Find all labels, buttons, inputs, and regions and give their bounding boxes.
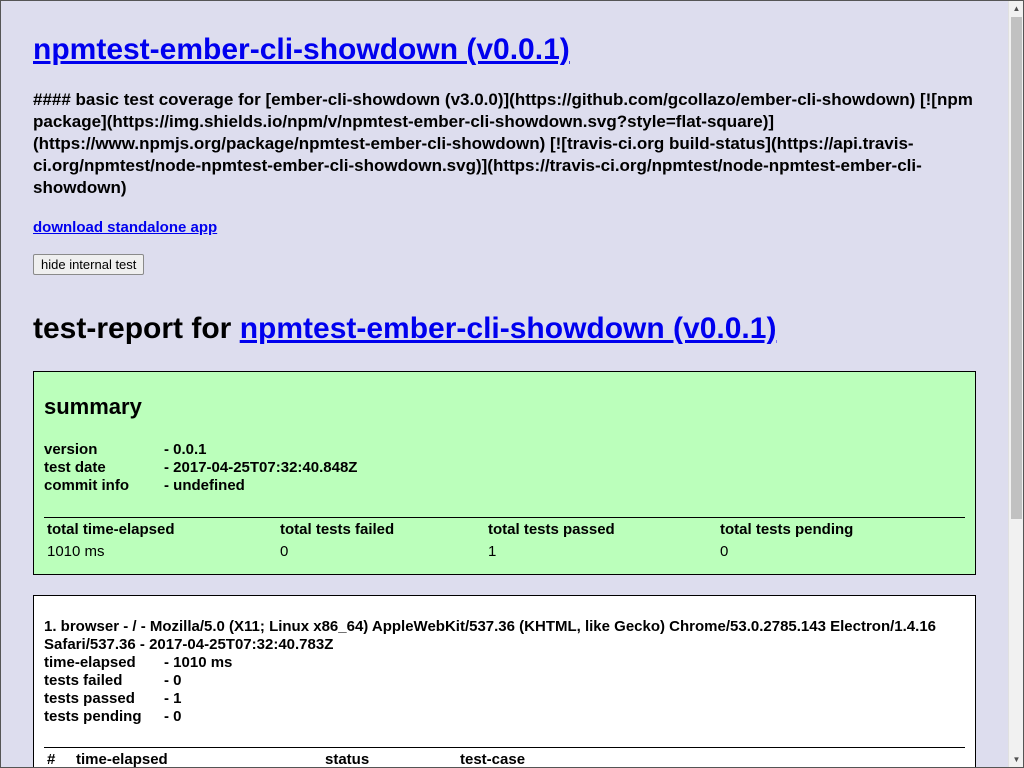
totals-value: 1010 ms: [47, 543, 105, 560]
page-title: [33, 33, 570, 67]
test-case-table: [44, 747, 965, 768]
package-description: #### basic test coverage for [ember-cli-showdown (v3.0.0)](https://github.com/gcollazo/ember-cli-showdown) [![npm package](https://img.shields.io/npm/v/npmtest-ember-cli-showdown.svg?style=flat-square)](https://www.npmjs.org/package/npmtest-ember-cli-showdown) [![travis-ci.org build-status](https://api.travis-ci.org/npmtest/node-npmtest-ember-cli-showdown.svg)](https://travis-ci.org/npmtest/node-npmtest-ember-cli-showdown): [33, 90, 973, 197]
summary-value: - undefined: [164, 477, 245, 494]
totals-header: total time-elapsed: [47, 521, 175, 538]
browser-title: 1. browser - / - Mozilla/5.0 (X11; Linux x86_64) AppleWebKit/537.36 (KHTML, like Gecko) Chrome/53.0.2785.143 Electron/1.4.16 Safari/537.36 - 2017-04-25T07:32:40.783Z: [44, 618, 937, 653]
browser-key: tests passed: [44, 690, 135, 707]
summary-heading: summary: [44, 394, 142, 419]
summary-test-date-row: [44, 459, 357, 477]
summary-version-row: [44, 441, 207, 459]
browser-tests-failed-row: [44, 672, 182, 690]
table-header: status: [325, 751, 370, 768]
table-header: test-case: [460, 751, 526, 768]
browser-key: time-elapsed: [44, 654, 136, 671]
totals-header: total tests passed: [488, 521, 615, 538]
summary-commit-info-row: [44, 477, 245, 495]
browser-value: - 0: [164, 708, 182, 725]
totals-header: total tests failed: [280, 521, 395, 538]
totals-value: 1: [488, 543, 497, 560]
browser-tests-passed-row: [44, 690, 182, 708]
scroll-down-arrow-icon[interactable]: ▼: [1012, 755, 1021, 764]
browser-value: - 0: [164, 672, 182, 689]
summary-panel: [33, 371, 976, 575]
totals-value: 0: [720, 543, 729, 560]
browser-tests-pending-row: [44, 708, 182, 726]
browser-value: - 1010 ms: [164, 654, 233, 671]
download-standalone-link[interactable]: download standalone app: [33, 219, 218, 236]
summary-key: commit info: [44, 477, 129, 494]
summary-value: - 0.0.1: [164, 441, 207, 458]
report-title-prefix: test-report for: [33, 312, 232, 345]
browser-key: tests failed: [44, 672, 123, 689]
browser-value: - 1: [164, 690, 182, 707]
summary-key: version: [44, 441, 98, 458]
package-title-link[interactable]: npmtest-ember-cli-showdown (v0.0.1): [33, 33, 570, 66]
totals-header: total tests pending: [720, 521, 854, 538]
summary-key: test date: [44, 459, 106, 476]
table-header: time-elapsed: [76, 751, 168, 768]
browser-test-panel: [33, 595, 976, 768]
totals-value: 0: [280, 543, 289, 560]
summary-value: - 2017-04-25T07:32:40.848Z: [164, 459, 358, 476]
hide-internal-test-button[interactable]: hide internal test: [33, 254, 144, 275]
scroll-up-arrow-icon[interactable]: ▲: [1012, 4, 1021, 13]
vertical-scrollbar[interactable]: [1008, 1, 1023, 767]
browser-key: tests pending: [44, 708, 142, 725]
scrollbar-thumb[interactable]: [1011, 17, 1022, 519]
browser-time-elapsed-row: [44, 654, 232, 672]
table-header: #: [47, 751, 56, 768]
report-title: [33, 312, 776, 346]
report-package-link[interactable]: npmtest-ember-cli-showdown (v0.0.1): [239, 312, 777, 345]
totals-table: [44, 517, 965, 560]
